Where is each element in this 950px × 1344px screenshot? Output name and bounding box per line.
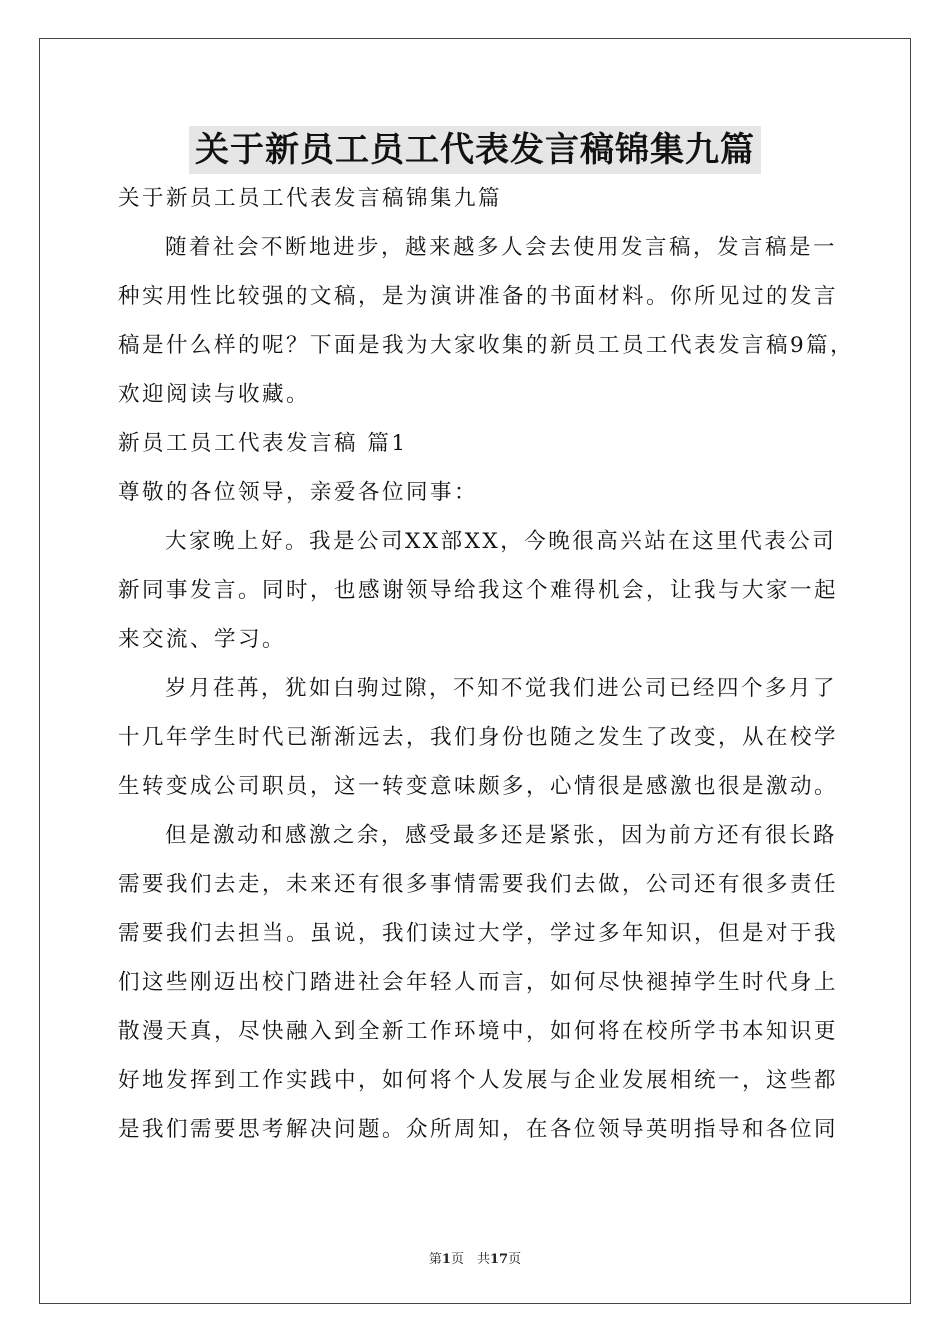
text-line: 新员工员工代表发言稿 篇1: [118, 431, 408, 456]
page-total: 17: [489, 1252, 509, 1267]
text-line: 十几年学生时代已渐渐远去，我们身份也随之发生了改变，从在校学: [118, 725, 839, 750]
text-line: 散漫天真，尽快融入到全新工作环境中，如何将在校所学书本知识更: [118, 1019, 839, 1044]
text-line: 关于新员工员工代表发言稿锦集九篇: [118, 186, 503, 211]
text-line: 来交流、学习。: [118, 627, 287, 652]
document-body: [118, 181, 855, 1161]
text-line: 但是激动和感激之余，感受最多还是紧张，因为前方还有很长路: [165, 823, 838, 848]
text-line: 随着社会不断地进步，越来越多人会去使用发言稿，发言稿是一: [165, 235, 838, 260]
text-line: 需要我们去走，未来还有很多事情需要我们去做，公司还有很多责任: [118, 872, 839, 897]
text-line: 新同事发言。同时，也感谢领导给我这个难得机会，让我与大家一起: [118, 578, 839, 603]
page-current: 1: [441, 1252, 451, 1267]
text-line: 们这些刚迈出校门踏进社会年轻人而言，如何尽快褪掉学生时代身上: [118, 970, 839, 995]
text-line: 好地发挥到工作实践中，如何将个人发展与企业发展相统一，这些都: [118, 1068, 839, 1093]
text-line: 种实用性比较强的文稿，是为演讲准备的书面材料。你所见过的发言: [118, 284, 839, 309]
text-line: 尊敬的各位领导，亲爱各位同事：: [118, 480, 479, 505]
document-title: 关于新员工员工代表发言稿锦集九篇: [189, 126, 761, 174]
text-line: 大家晚上好。我是公司XX部XX，今晚很高兴站在这里代表公司: [165, 529, 837, 554]
page-prefix: 第: [428, 1252, 442, 1267]
text-line: 需要我们去担当。虽说，我们读过大学，学过多年知识，但是对于我: [118, 921, 839, 946]
title-wrap: [0, 126, 950, 174]
text-line: 是我们需要思考解决问题。众所周知，在各位领导英明指导和各位同: [118, 1117, 839, 1142]
page-mid: 页 共: [450, 1252, 490, 1267]
text-line: 岁月荏苒，犹如白驹过隙，不知不觉我们进公司已经四个多月了: [165, 676, 838, 701]
text-line: 生转变成公司职员，这一转变意味颇多，心情很是感激也很是激动。: [118, 774, 839, 799]
page-footer: [0, 1248, 950, 1267]
text-line: 欢迎阅读与收藏。: [118, 382, 311, 407]
text-line: 稿是什么样的呢？下面是我为大家收集的新员工员工代表发言稿9篇，: [118, 333, 855, 358]
page-suffix: 页: [508, 1252, 522, 1267]
